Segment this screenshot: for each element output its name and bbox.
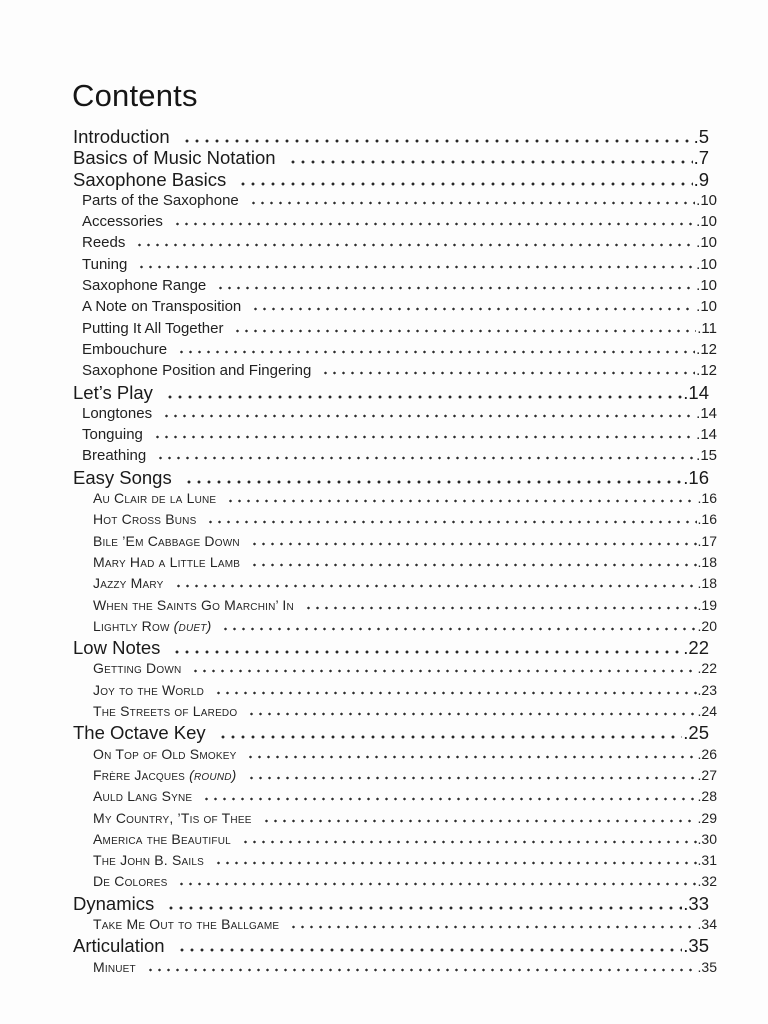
toc-entry-page: . 17 [698, 531, 717, 552]
dot-leader [177, 948, 683, 952]
toc-entry-label: Tuning [82, 255, 128, 273]
toc-entry-label: Low Notes [73, 637, 161, 659]
toc-entry-label: Auld Lang Syne [93, 788, 193, 805]
toc-entry [73, 169, 717, 190]
toc-entry-page: . 10 [696, 296, 717, 317]
page-title: Contents [72, 78, 198, 113]
toc-entry [73, 339, 717, 360]
dot-leader [165, 395, 682, 399]
dot-leader [177, 350, 695, 354]
toc-entry-suffix: (duet) [169, 617, 212, 634]
toc-entry-page: . 10 [696, 275, 717, 296]
toc-entry-page: . 15 [696, 445, 717, 466]
toc-entry [73, 914, 717, 935]
toc-entry [73, 275, 717, 296]
dot-leader [153, 435, 695, 439]
toc-entry-page: . 10 [696, 232, 717, 253]
dot-leader [289, 925, 696, 929]
toc-entry [73, 254, 717, 275]
toc-entry [73, 595, 717, 616]
toc-entry-page: . 28 [698, 786, 717, 807]
dot-leader [288, 160, 693, 164]
toc-entry [73, 424, 717, 445]
toc-entry [73, 765, 717, 786]
toc-entry-page: . 26 [698, 744, 717, 765]
toc-entry [73, 445, 717, 466]
toc-entry [73, 637, 717, 658]
toc-entry-label: Au Clair de la Lune [93, 490, 217, 507]
toc-entry-label: The John B. Sails [93, 852, 204, 869]
toc-entry-label: Embouchure [82, 340, 168, 358]
toc-entry-label: Jazzy Mary [93, 575, 164, 592]
toc-entry-label: De Colores [93, 873, 168, 890]
toc-entry-page: . 35 [683, 935, 709, 956]
toc-entry [73, 509, 717, 530]
toc-entry [73, 935, 717, 956]
toc-entry-page: . 7 [694, 147, 709, 168]
toc-entry-label: Bile ’Em Cabbage Down [93, 532, 240, 549]
dot-leader [262, 819, 697, 823]
toc-entry [73, 744, 717, 765]
toc-entry-page: . 32 [698, 871, 717, 892]
toc-entry-label: Accessories [82, 213, 163, 231]
dot-leader [146, 968, 697, 972]
toc-entry [73, 829, 717, 850]
toc-entry-page: . 10 [696, 211, 717, 232]
toc-entry-page: . 14 [683, 382, 709, 403]
dot-leader [246, 755, 696, 759]
dot-leader [182, 139, 693, 143]
toc-entry-label: Introduction [73, 126, 170, 147]
toc-entry [73, 467, 717, 488]
toc-entry-label: On Top of Old Smokey [93, 745, 237, 762]
toc-entry-page: . 16 [698, 509, 717, 530]
toc-entry [73, 211, 717, 232]
dot-leader [177, 882, 696, 886]
toc-entry-page: . 25 [683, 722, 709, 743]
dot-leader [156, 456, 695, 460]
toc-entry-page: . 27 [698, 765, 717, 786]
toc-entry [73, 403, 717, 424]
toc-entry-page: . 16 [683, 467, 709, 488]
toc-entry-page: . 31 [698, 850, 717, 871]
toc-entry-label: Hot Cross Buns [93, 511, 197, 528]
dot-leader [162, 414, 695, 418]
toc-entry [73, 871, 717, 892]
dot-leader [221, 627, 696, 631]
toc-entry-label: My Country, ’Tis of Thee [93, 809, 252, 826]
toc-entry [73, 701, 717, 722]
toc-entry [73, 382, 717, 403]
toc-entry-page: . 34 [698, 914, 717, 935]
toc-entry-label: Joy to the World [93, 681, 205, 698]
toc-entry-label: Articulation [73, 935, 165, 957]
toc-entry-page: . 12 [696, 339, 717, 360]
toc-entry-label: Saxophone Position and Fingering [82, 362, 312, 380]
toc-entry [73, 722, 717, 743]
toc-entry-label: Parts of the Saxophone [82, 191, 239, 209]
toc-entry-label: Minuet [93, 958, 136, 975]
toc-entry [73, 808, 717, 829]
toc-entry-page: . 11 [697, 318, 717, 339]
toc-entry-label: Lightly Row (duet) [93, 617, 212, 634]
dot-leader [137, 265, 695, 269]
toc-entry-page: . 9 [694, 169, 709, 190]
dot-leader [216, 286, 695, 290]
dot-leader [304, 606, 697, 610]
dot-leader [172, 650, 682, 654]
toc-entry-page: . 35 [698, 957, 717, 978]
toc-entry-label: Breathing [82, 447, 147, 465]
dot-leader [233, 329, 696, 333]
toc-entry [73, 488, 717, 509]
toc-entry-label: Frère Jacques (round) [93, 766, 237, 783]
toc-entry-label: Putting It All Together [82, 319, 224, 337]
dot-leader [214, 691, 697, 695]
toc-entry [73, 616, 717, 637]
dot-leader [241, 840, 697, 844]
toc-entry-page: . 18 [698, 573, 717, 594]
toc-entry-page: . 14 [696, 403, 717, 424]
dot-leader [249, 201, 695, 205]
toc-entry [73, 126, 717, 147]
toc-entry [73, 296, 717, 317]
dot-leader [226, 499, 696, 503]
toc-entry [73, 360, 717, 381]
toc-entry-page: . 12 [696, 360, 717, 381]
dot-leader [321, 371, 695, 375]
toc-entry-page: . 19 [698, 595, 717, 616]
toc-entry-label: Basics of Music Notation [73, 147, 276, 169]
toc-entry-page: . 33 [683, 893, 709, 914]
toc-entry [73, 531, 717, 552]
toc-entry-label: The Octave Key [73, 722, 206, 744]
dot-leader [247, 776, 697, 780]
toc-entry-label: Mary Had a Little Lamb [93, 553, 241, 570]
toc-entry-page: . 23 [698, 680, 717, 701]
toc-entry [73, 893, 717, 914]
dot-leader [135, 243, 695, 247]
dot-leader [191, 669, 696, 673]
dot-leader [174, 584, 697, 588]
toc-entry-label: A Note on Transposition [82, 298, 242, 316]
toc-entry-page: . 5 [694, 126, 709, 147]
toc-entry-page: . 24 [698, 701, 717, 722]
toc-entry-label: Saxophone Range [82, 277, 207, 295]
dot-leader [238, 182, 692, 186]
toc-entry [73, 957, 717, 978]
toc-entry [73, 786, 717, 807]
toc-entry [73, 552, 717, 573]
toc-entry-page: . 22 [683, 637, 709, 658]
toc-entry-label: Getting Down [93, 660, 182, 677]
toc-entry [73, 318, 717, 339]
toc-entry-page: . 20 [698, 616, 717, 637]
toc-entry-page: . 10 [696, 254, 717, 275]
toc-entry-label: Easy Songs [73, 466, 172, 488]
toc-entry-page: . 29 [698, 808, 717, 829]
toc-entry-label: Reeds [82, 234, 126, 252]
toc-entry-page: . 18 [698, 552, 717, 573]
toc-entry-page: . 16 [698, 488, 717, 509]
toc-entry-label: Take Me Out to the Ballgame [93, 915, 280, 932]
dot-leader [218, 735, 683, 739]
toc-entry [73, 232, 717, 253]
toc-entry-page: . 14 [696, 424, 717, 445]
toc-entry-page: . 30 [698, 829, 717, 850]
toc-entry-page: . 22 [698, 658, 717, 679]
dot-leader [202, 797, 696, 801]
toc-entry-label: The Streets of Laredo [93, 703, 238, 720]
dot-leader [214, 861, 697, 865]
toc-entry [73, 680, 717, 701]
toc-entry-suffix: (round) [185, 766, 237, 783]
toc-entry-label: Dynamics [73, 892, 155, 914]
toc-entry-label: America the Beautiful [93, 830, 231, 847]
toc-entry [73, 573, 717, 594]
toc-entry [73, 850, 717, 871]
dot-leader [250, 542, 697, 546]
toc-entry [73, 658, 717, 679]
dot-leader [251, 307, 695, 311]
dot-leader [184, 480, 683, 484]
toc-entry [73, 147, 717, 168]
toc-entry-label: Tonguing [82, 426, 143, 444]
toc-entry-label: Longtones [82, 404, 153, 422]
dot-leader [206, 520, 696, 524]
dot-leader [250, 563, 696, 567]
dot-leader [166, 906, 682, 910]
toc-entry-label: Saxophone Basics [73, 168, 227, 190]
toc-entry-label: When the Saints Go Marchin’ In [93, 596, 294, 613]
toc-list [73, 126, 717, 978]
toc-entry-page: . 10 [696, 190, 717, 211]
dot-leader [247, 712, 696, 716]
dot-leader [173, 222, 695, 226]
toc-entry-label: Let’s Play [73, 381, 153, 403]
toc-entry [73, 190, 717, 211]
